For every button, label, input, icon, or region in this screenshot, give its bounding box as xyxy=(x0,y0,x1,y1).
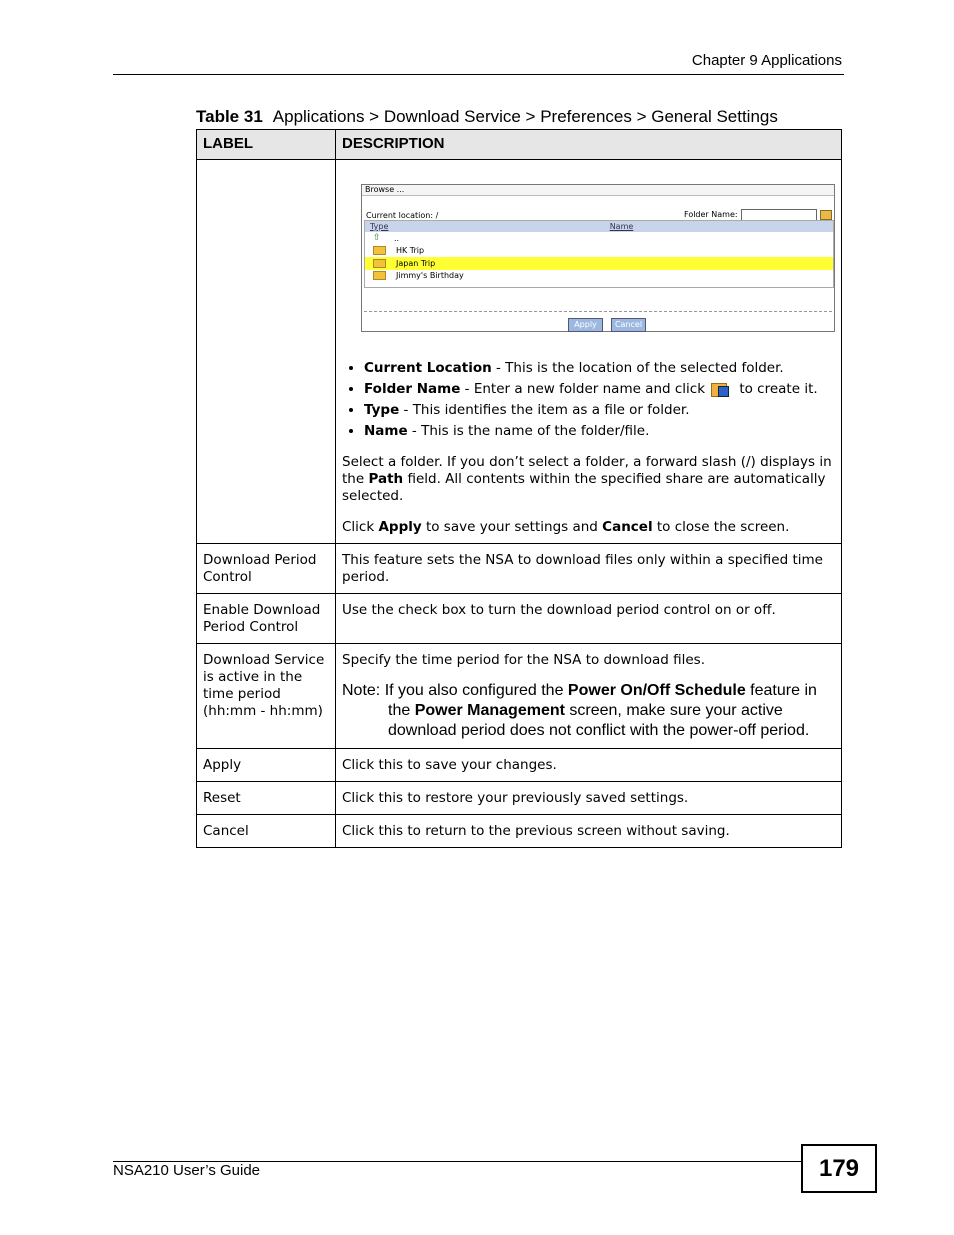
table-row xyxy=(197,782,842,815)
table-row xyxy=(197,160,842,544)
description-cell xyxy=(336,160,842,544)
table-row xyxy=(197,815,842,848)
description-cell: Click this to restore your previously saved settings. xyxy=(336,782,842,815)
folder-icon xyxy=(373,246,386,255)
header-rule xyxy=(113,74,844,75)
description-cell: Use the check box to turn the download period control on or off. xyxy=(336,594,842,644)
description-cell xyxy=(336,644,842,749)
label-column-header: LABEL xyxy=(197,130,336,160)
type-column[interactable]: Type xyxy=(370,222,389,231)
running-header: Chapter 9 Applications xyxy=(691,52,842,69)
list-item[interactable]: ⇧ .. xyxy=(373,232,400,243)
table-number: Table 31 xyxy=(196,107,263,126)
guide-title: NSA210 User’s Guide xyxy=(113,1162,261,1179)
label-cell: Reset xyxy=(197,782,336,815)
list-item-selected[interactable]: Japan Trip xyxy=(365,257,833,270)
create-folder-icon[interactable] xyxy=(820,210,832,220)
description-cell: Click this to return to the previous screen without saving. xyxy=(336,815,842,848)
folder-list-header xyxy=(365,221,833,232)
list-item: • Type - This identifies the item as a file or folder. xyxy=(364,402,835,419)
description-column-header: DESCRIPTION xyxy=(336,130,842,160)
dialog-divider xyxy=(364,311,832,312)
apply-button[interactable]: Apply xyxy=(568,318,603,332)
label-cell xyxy=(197,160,336,544)
folder-list xyxy=(364,220,834,288)
label-cell: Download Service is active in the time period (hh:mm - hh:mm) xyxy=(197,644,336,749)
current-location-text: Current location: / xyxy=(366,211,439,220)
table-row xyxy=(197,749,842,782)
browse-dialog-screenshot xyxy=(361,184,835,332)
table-row xyxy=(197,644,842,749)
table-title: Applications > Download Service > Preferences > General Settings xyxy=(272,107,778,126)
name-column[interactable]: Name xyxy=(609,222,634,231)
list-item[interactable]: Jimmy's Birthday xyxy=(365,270,833,283)
list-item[interactable]: HK Trip xyxy=(365,245,833,258)
parent-folder-icon: ⇧ xyxy=(373,232,381,243)
new-folder-icon xyxy=(711,381,729,397)
folder-icon xyxy=(373,259,386,268)
page-number: 179 xyxy=(801,1144,877,1193)
description-text: Specify the time period for the NSA to download files. xyxy=(342,652,705,668)
cancel-button[interactable]: Cancel xyxy=(611,318,646,332)
click-apply-paragraph: Click Apply to save your settings and Cancel to close the screen. xyxy=(342,519,790,535)
select-folder-paragraph: Select a folder. If you don’t select a folder, a forward slash (/) displays in the Path field. All contents within the specified share are automatically selected. xyxy=(342,454,832,504)
label-cell: Apply xyxy=(197,749,336,782)
list-item: • Current Location - This is the location of the selected folder. xyxy=(364,360,835,377)
table-header-row xyxy=(197,130,842,160)
description-cell: Click this to save your changes. xyxy=(336,749,842,782)
dialog-title: Browse ... xyxy=(362,185,834,196)
table-row xyxy=(197,544,842,594)
label-cell: Cancel xyxy=(197,815,336,848)
label-cell: Enable Download Period Control xyxy=(197,594,336,644)
field-bullet-list xyxy=(342,360,835,440)
settings-table xyxy=(196,129,842,848)
table-row xyxy=(197,594,842,644)
description-cell: This feature sets the NSA to download files only within a specified time period. xyxy=(336,544,842,594)
folder-name-input[interactable] xyxy=(741,209,817,221)
folder-name-label: Folder Name: xyxy=(684,210,738,219)
label-cell: Download Period Control xyxy=(197,544,336,594)
note-text: Note: If you also configured the Power On/Off Schedule feature in the Power Management screen, make sure your active download period does not conflict with the power-off period. xyxy=(342,682,817,739)
table-caption xyxy=(196,107,778,127)
folder-icon xyxy=(373,271,386,280)
list-item: • Name - This is the name of the folder/file. xyxy=(364,423,835,440)
list-item: • Folder Name - Enter a new folder name and click to create it. xyxy=(364,381,835,398)
